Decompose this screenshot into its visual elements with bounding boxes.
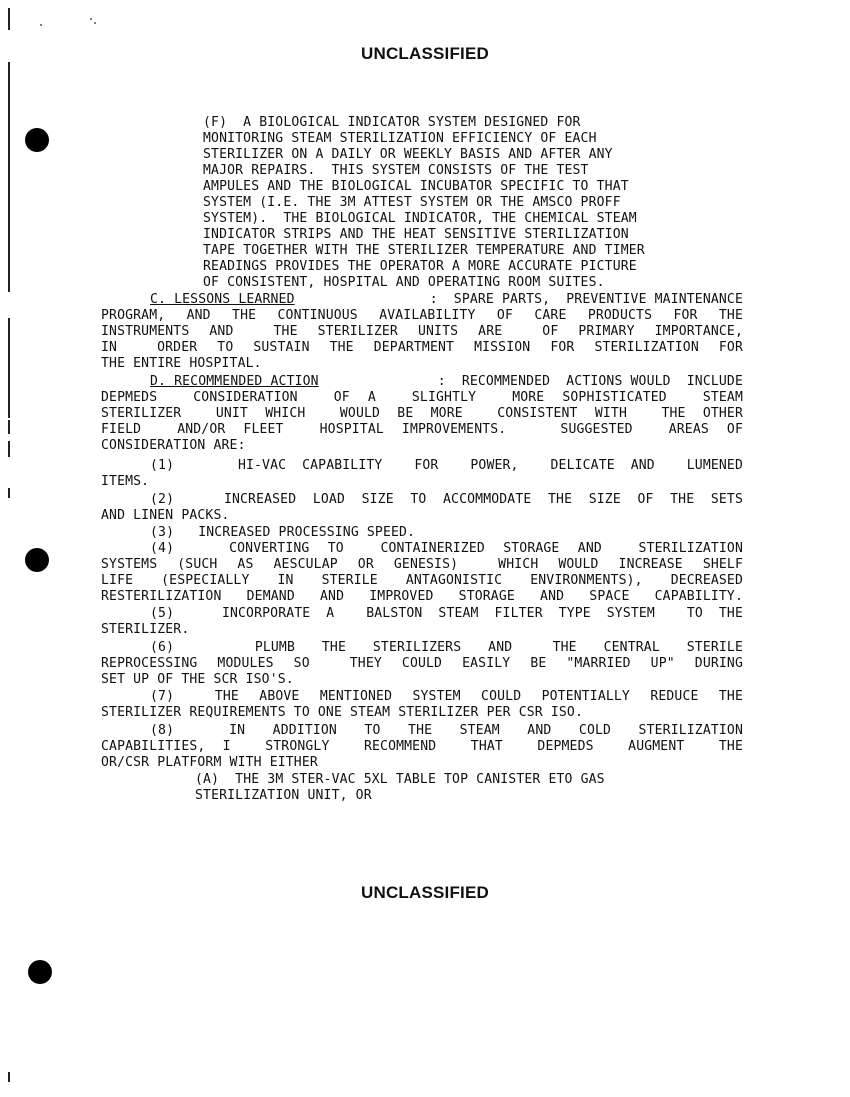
text-line: CAPABILITIES, I STRONGLY RECOMMEND THAT DEPMEDS AUGMENT THE (101, 739, 743, 754)
text-line: PROGRAM, AND THE CONTINUOUS AVAILABILITY OF CARE PRODUCTS FOR THE (101, 308, 743, 323)
text-line: INSTRUMENTS AND THE STERILIZER UNITS ARE OF PRIMARY IMPORTANCE, (101, 324, 743, 339)
text-line: ITEMS. (101, 474, 150, 489)
scan-speck (40, 24, 42, 26)
text-line: REPROCESSING MODULES SO THEY COULD EASILY BE "MARRIED UP" DURING (101, 656, 743, 671)
text-line: STERILIZATION UNIT, OR (195, 788, 372, 803)
scan-mark (8, 488, 10, 498)
scan-speck (94, 22, 96, 24)
sub-list-item: (A) THE 3M STER-VAC 5XL TABLE TOP CANISTER ETO GAS (195, 772, 605, 787)
classification-header: UNCLASSIFIED (360, 44, 490, 63)
list-item: (4) CONVERTING TO CONTAINERIZED STORAGE AND STERILIZATION (150, 541, 743, 556)
scan-speck (90, 18, 92, 20)
text-line: STERILIZER REQUIREMENTS TO ONE STEAM STERILIZER PER CSR ISO. (101, 705, 583, 720)
text-line: OR/CSR PLATFORM WITH EITHER (101, 755, 318, 770)
section-c-heading: C. LESSONS LEARNED (150, 292, 295, 307)
text-line: READINGS PROVIDES THE OPERATOR A MORE ACCURATE PICTURE (203, 259, 637, 274)
text-line: RESTERILIZATION DEMAND AND IMPROVED STORAGE AND SPACE CAPABILITY. (101, 589, 743, 604)
text-line: STERILIZER UNIT WHICH WOULD BE MORE CONSISTENT WITH THE OTHER (101, 406, 743, 421)
scan-mark (8, 8, 10, 30)
scan-mark (8, 318, 10, 418)
text-line: LIFE (ESPECIALLY IN STERILE ANTAGONISTIC ENVIRONMENTS), DECREASED (101, 573, 743, 588)
punch-hole (28, 960, 52, 984)
text-line: DEPMEDS CONSIDERATION OF A SLIGHTLY MORE SOPHISTICATED STEAM (101, 390, 743, 405)
text-line: SYSTEM). THE BIOLOGICAL INDICATOR, THE CHEMICAL STEAM (203, 211, 637, 226)
text-line: STERILIZER. (101, 622, 190, 637)
text-line: AMPULES AND THE BIOLOGICAL INCUBATOR SPECIFIC TO THAT (203, 179, 629, 194)
list-item: (5) INCORPORATE A BALSTON STEAM FILTER TYPE SYSTEM TO THE (150, 606, 743, 621)
list-item: (3) INCREASED PROCESSING SPEED. (150, 525, 416, 540)
text-line: SET UP OF THE SCR ISO'S. (101, 672, 294, 687)
text-line: OF CONSISTENT, HOSPITAL AND OPERATING ROOM SUITES. (203, 275, 605, 290)
text-line: (F) A BIOLOGICAL INDICATOR SYSTEM DESIGNED FOR (203, 115, 581, 130)
punch-hole (25, 128, 49, 152)
scan-mark (8, 420, 10, 434)
section-d-heading: D. RECOMMENDED ACTION (150, 374, 319, 389)
text-line: MAJOR REPAIRS. THIS SYSTEM CONSISTS OF THE TEST (203, 163, 589, 178)
text-line: STERILIZER ON A DAILY OR WEEKLY BASIS AND AFTER ANY (203, 147, 613, 162)
punch-hole (25, 548, 49, 572)
section-c-text: : SPARE PARTS, PREVENTIVE MAINTENANCE (429, 292, 743, 307)
text-line: FIELD AND/OR FLEET HOSPITAL IMPROVEMENTS. SUGGESTED AREAS OF (101, 422, 743, 437)
list-item: (6) PLUMB THE STERILIZERS AND THE CENTRAL STERILE (150, 640, 743, 655)
section-d-text: : RECOMMENDED ACTIONS WOULD INCLUDE (437, 374, 743, 389)
list-item: (8) IN ADDITION TO THE STEAM AND COLD STERILIZATION (150, 723, 743, 738)
text-line: CONSIDERATION ARE: (101, 438, 246, 453)
text-line: AND LINEN PACKS. (101, 508, 230, 523)
section-c-first-line (150, 292, 743, 308)
text-line: IN ORDER TO SUSTAIN THE DEPARTMENT MISSION FOR STERILIZATION FOR (101, 340, 743, 355)
list-item: (7) THE ABOVE MENTIONED SYSTEM COULD POTENTIALLY REDUCE THE (150, 689, 743, 704)
section-d-first-line (150, 374, 743, 390)
text-line: SYSTEMS (SUCH AS AESCULAP OR GENESIS) WHICH WOULD INCREASE SHELF (101, 557, 743, 572)
list-item: (2) INCREASED LOAD SIZE TO ACCOMMODATE THE SIZE OF THE SETS (150, 492, 743, 507)
text-line: TAPE TOGETHER WITH THE STERILIZER TEMPERATURE AND TIMER (203, 243, 645, 258)
list-item: (1) HI-VAC CAPABILITY FOR POWER, DELICATE AND LUMENED (150, 458, 743, 473)
scan-mark (8, 441, 10, 457)
scan-mark (8, 62, 10, 292)
text-line: SYSTEM (I.E. THE 3M ATTEST SYSTEM OR THE AMSCO PROFF (203, 195, 621, 210)
text-line: THE ENTIRE HOSPITAL. (101, 356, 262, 371)
text-line: INDICATOR STRIPS AND THE HEAT SENSITIVE STERILIZATION (203, 227, 629, 242)
classification-footer: UNCLASSIFIED (360, 883, 490, 902)
scan-mark (8, 1072, 10, 1082)
text-line: MONITORING STEAM STERILIZATION EFFICIENCY OF EACH (203, 131, 597, 146)
